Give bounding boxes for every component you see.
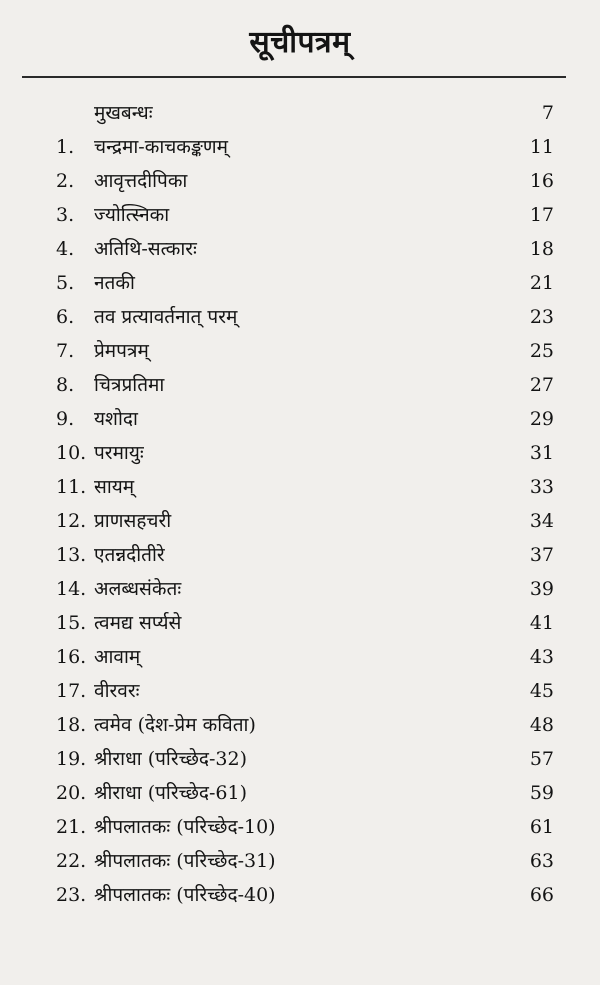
toc-row <box>0 198 600 232</box>
toc-row <box>0 436 600 470</box>
toc-page-number: 27 <box>529 374 554 396</box>
toc-entry-label: श्रीपलातकः (परिच्छेद-31) <box>94 850 276 872</box>
toc-entry-label: श्रीराधा (परिच्छेद-32) <box>94 748 248 770</box>
toc-entry-number: 18. <box>56 714 87 736</box>
toc-row <box>0 164 600 198</box>
toc-page-number: 23 <box>529 306 554 328</box>
toc-entry-number: 23. <box>56 884 87 906</box>
toc-row <box>0 640 600 674</box>
toc-entry-label: तव प्रत्यावर्तनात् परम् <box>94 306 238 328</box>
toc-entry-label: श्रीराधा (परिच्छेद-61) <box>94 782 248 804</box>
toc-row <box>0 708 600 742</box>
toc-entry-label: वीरवरः <box>94 680 140 702</box>
toc-entry-label: त्वमद्य सर्प्यसे <box>94 612 182 634</box>
toc-row <box>0 504 600 538</box>
toc-page-number: 43 <box>529 646 554 668</box>
toc-page-number: 41 <box>529 612 554 634</box>
toc-page-number: 25 <box>529 340 554 362</box>
toc-row <box>0 810 600 844</box>
title-rule <box>22 76 566 78</box>
toc-entry-number: 22. <box>56 850 87 872</box>
toc-entry-label: त्वमेव (देश-प्रेम कविता) <box>94 714 256 736</box>
toc-entry-number: 20. <box>56 782 87 804</box>
toc-row <box>0 878 600 912</box>
toc-entry-label: मुखबन्धः <box>94 102 153 124</box>
toc-entry-label: ज्योत्स्निका <box>94 204 170 226</box>
toc-page-number: 18 <box>529 238 554 260</box>
toc-page-number: 45 <box>529 680 554 702</box>
toc-entry-label: एतन्नदीतीरे <box>94 544 165 566</box>
toc-page-number: 34 <box>529 510 554 532</box>
toc-page-number: 21 <box>529 272 554 294</box>
toc-row <box>0 130 600 164</box>
toc-row-preface <box>0 96 600 130</box>
toc-entry-label: अतिथि-सत्कारः <box>94 238 197 260</box>
toc-row <box>0 844 600 878</box>
toc-row <box>0 538 600 572</box>
toc-row <box>0 606 600 640</box>
toc-entry-label: श्रीपलातकः (परिच्छेद-40) <box>94 884 276 906</box>
toc-entry-number: 8. <box>56 374 75 396</box>
toc-row <box>0 300 600 334</box>
toc-entry-number: 15. <box>56 612 87 634</box>
toc-entry-number: 6. <box>56 306 75 328</box>
toc-page-number: 37 <box>529 544 554 566</box>
toc-page-number: 63 <box>529 850 554 872</box>
toc-page-number: 29 <box>529 408 554 430</box>
toc-entry-label: आवाम् <box>94 646 141 668</box>
toc-page-number: 48 <box>529 714 554 736</box>
toc-page-number: 16 <box>529 170 554 192</box>
toc-entry-label: प्राणसहचरी <box>94 510 172 532</box>
toc-entry-label: अलब्धसंकेतः <box>94 578 182 600</box>
toc-page-number: 31 <box>529 442 554 464</box>
toc-entry-number: 11. <box>56 476 87 498</box>
toc-row <box>0 742 600 776</box>
toc-entry-number: 16. <box>56 646 87 668</box>
toc-page-number: 66 <box>529 884 554 906</box>
toc-entry-number: 12. <box>56 510 87 532</box>
toc-entry-number: 1. <box>56 136 75 158</box>
toc-entry-number: 5. <box>56 272 75 294</box>
toc-entry-label: सायम् <box>94 476 135 498</box>
toc-entry-number: 14. <box>56 578 87 600</box>
toc-page-number: 33 <box>529 476 554 498</box>
toc-entry-number: 3. <box>56 204 75 226</box>
toc-page-number: 59 <box>529 782 554 804</box>
toc-entry-number: 2. <box>56 170 75 192</box>
toc-page-number: 7 <box>541 102 554 124</box>
toc-entry-label: चन्द्रमा-काचकङ्कणम् <box>94 136 229 158</box>
page-title: सूचीपत्रम् <box>249 25 351 60</box>
toc-entry-label: आवृत्तदीपिका <box>94 170 188 192</box>
toc-row <box>0 572 600 606</box>
toc-entry-label: श्रीपलातकः (परिच्छेद-10) <box>94 816 276 838</box>
toc-row <box>0 266 600 300</box>
toc-entry-number: 10. <box>56 442 87 464</box>
toc-row <box>0 402 600 436</box>
toc-row <box>0 232 600 266</box>
toc-page-number: 61 <box>529 816 554 838</box>
toc-entry-label: चित्रप्रतिमा <box>94 374 165 396</box>
toc-row <box>0 674 600 708</box>
toc-entry-label: प्रेमपत्रम् <box>94 340 149 362</box>
toc-row <box>0 368 600 402</box>
toc-page-number: 11 <box>529 136 554 158</box>
toc-entry-number: 4. <box>56 238 75 260</box>
toc-page-number: 57 <box>529 748 554 770</box>
toc-entry-number: 9. <box>56 408 75 430</box>
toc-row <box>0 470 600 504</box>
toc-entry-number: 21. <box>56 816 87 838</box>
toc-entry-number: 7. <box>56 340 75 362</box>
toc-entry-label: नतकी <box>94 272 135 294</box>
toc-entry-number: 17. <box>56 680 87 702</box>
toc-entry-number: 19. <box>56 748 87 770</box>
toc-page-number: 39 <box>529 578 554 600</box>
toc-page-number: 17 <box>529 204 554 226</box>
toc-entry-label: यशोदा <box>94 408 138 430</box>
toc-row <box>0 776 600 810</box>
toc-entry-label: परमायुः <box>94 442 144 464</box>
toc-row <box>0 334 600 368</box>
toc-entry-number: 13. <box>56 544 87 566</box>
